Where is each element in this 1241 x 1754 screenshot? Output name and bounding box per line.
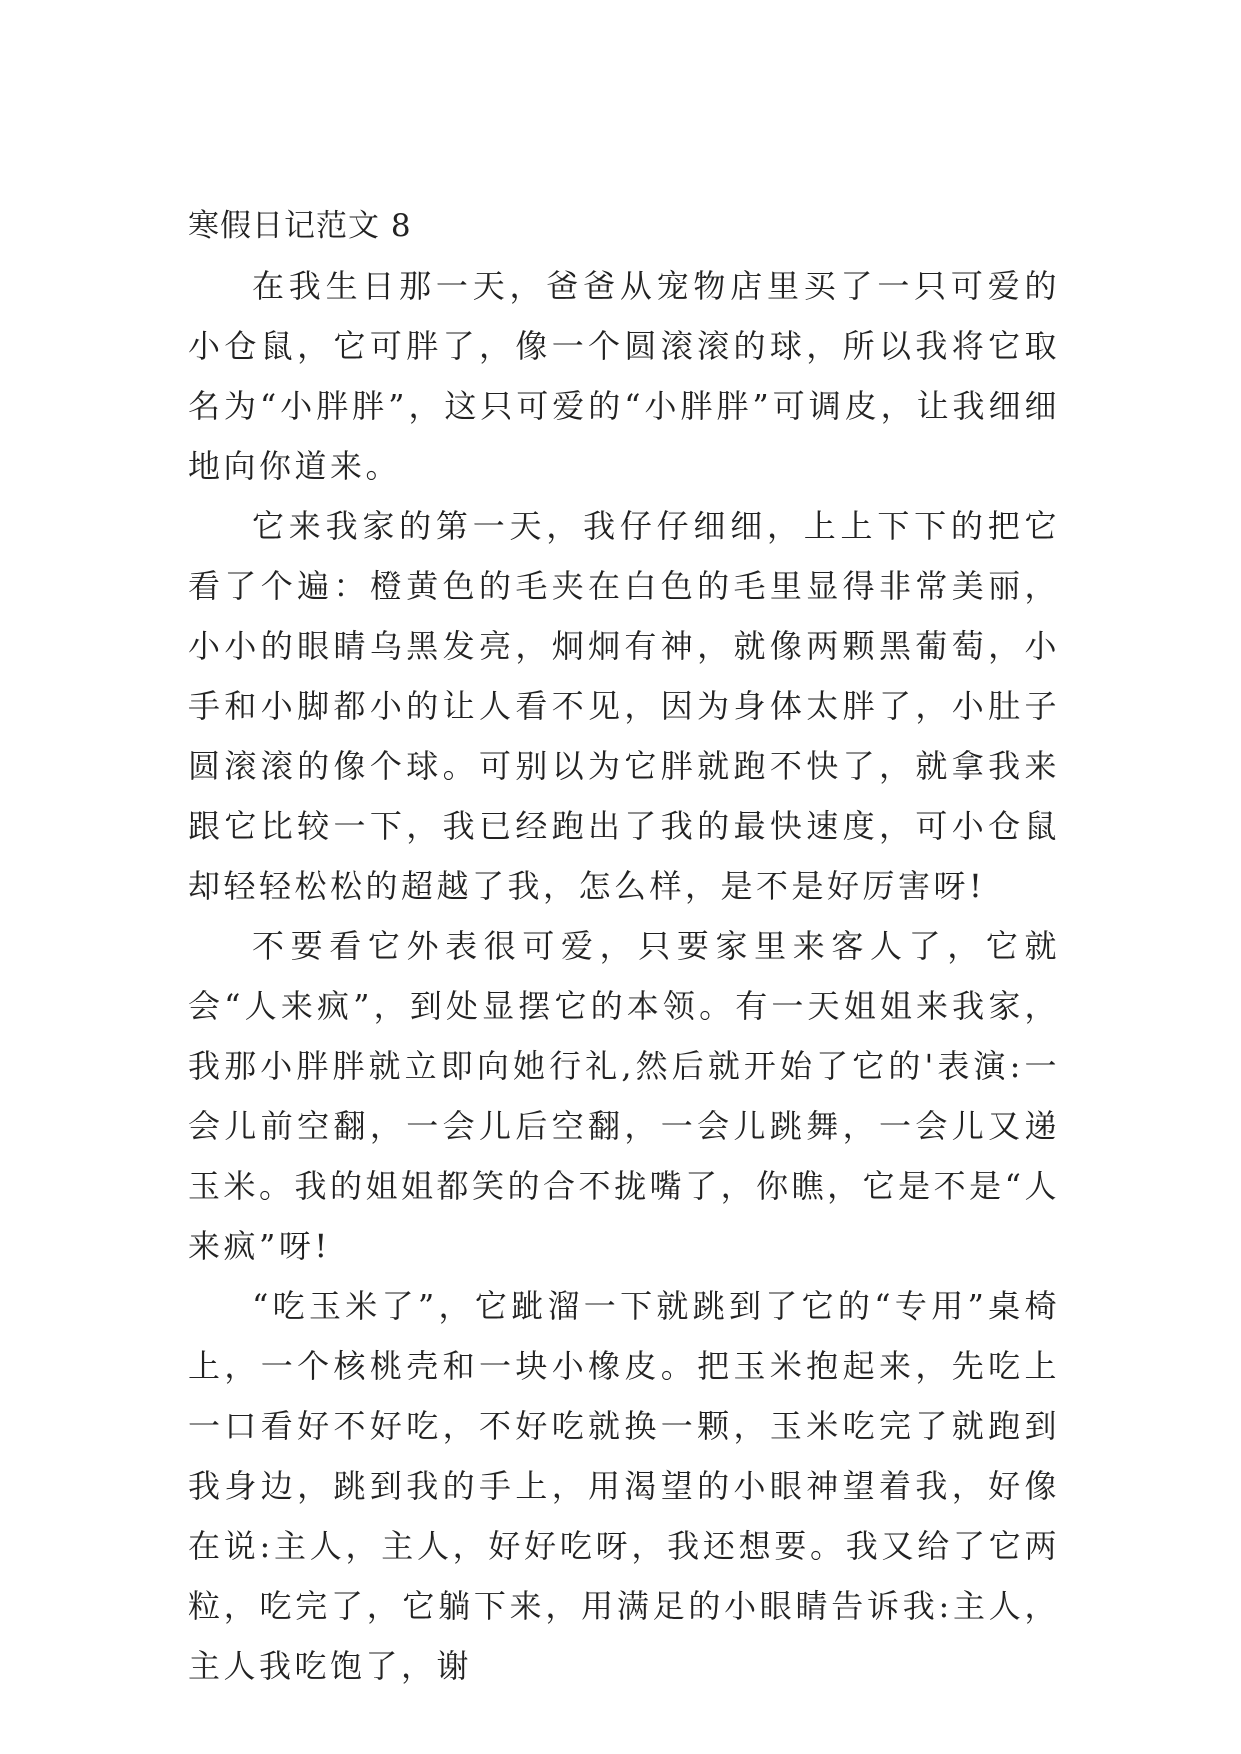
- document-title: 寒假日记范文 8: [188, 208, 412, 244]
- paragraph-4: “吃玉米了”，它跐溜一下就跳到了它的“专用”桌椅上，一个核桃壳和一块小橡皮。把玉米抱起来，先吃上一口看好不好吃，不好吃就换一颗，玉米吃完了就跑到我身边，跳到我的手上，用渴望的小眼神望着我，好像在说:主人，主人，好好吃呀，我还想要。我又给了它两粒，吃完了，它躺下来，用满足的小眼睛告诉我:主人，主人我吃饱了，谢: [188, 1287, 1060, 1685]
- paragraph-1: 在我生日那一天，爸爸从宠物店里买了一只可爱的小仓鼠，它可胖了，像一个圆滚滚的球，所以我将它取名为“小胖胖”，这只可爱的“小胖胖”可调皮，让我细细地向你道来。: [188, 267, 1060, 485]
- paragraph-2: 它来我家的第一天，我仔仔细细，上上下下的把它看了个遍：橙黄色的毛夹在白色的毛里显得非常美丽，小小的眼睛乌黑发亮，炯炯有神，就像两颗黑葡萄，小手和小脚都小的让人看不见，因为身体太胖了，小肚子圆滚滚的像个球。可别以为它胖就跑不快了，就拿我来跟它比较一下，我已经跑出了我的最快速度，可小仓鼠却轻轻松松的超越了我，怎么样，是不是好厉害呀!: [188, 507, 1060, 905]
- document-body: [188, 196, 1060, 1696]
- paragraph-3: 不要看它外表很可爱，只要家里来客人了，它就会“人来疯”，到处显摆它的本领。有一天姐姐来我家，我那小胖胖就立即向她行礼,然后就开始了它的'表演:一会儿前空翻，一会儿后空翻，一会儿跳舞，一会儿又递玉米。我的姐姐都笑的合不拢嘴了，你瞧，它是不是“人来疯”呀!: [188, 927, 1060, 1265]
